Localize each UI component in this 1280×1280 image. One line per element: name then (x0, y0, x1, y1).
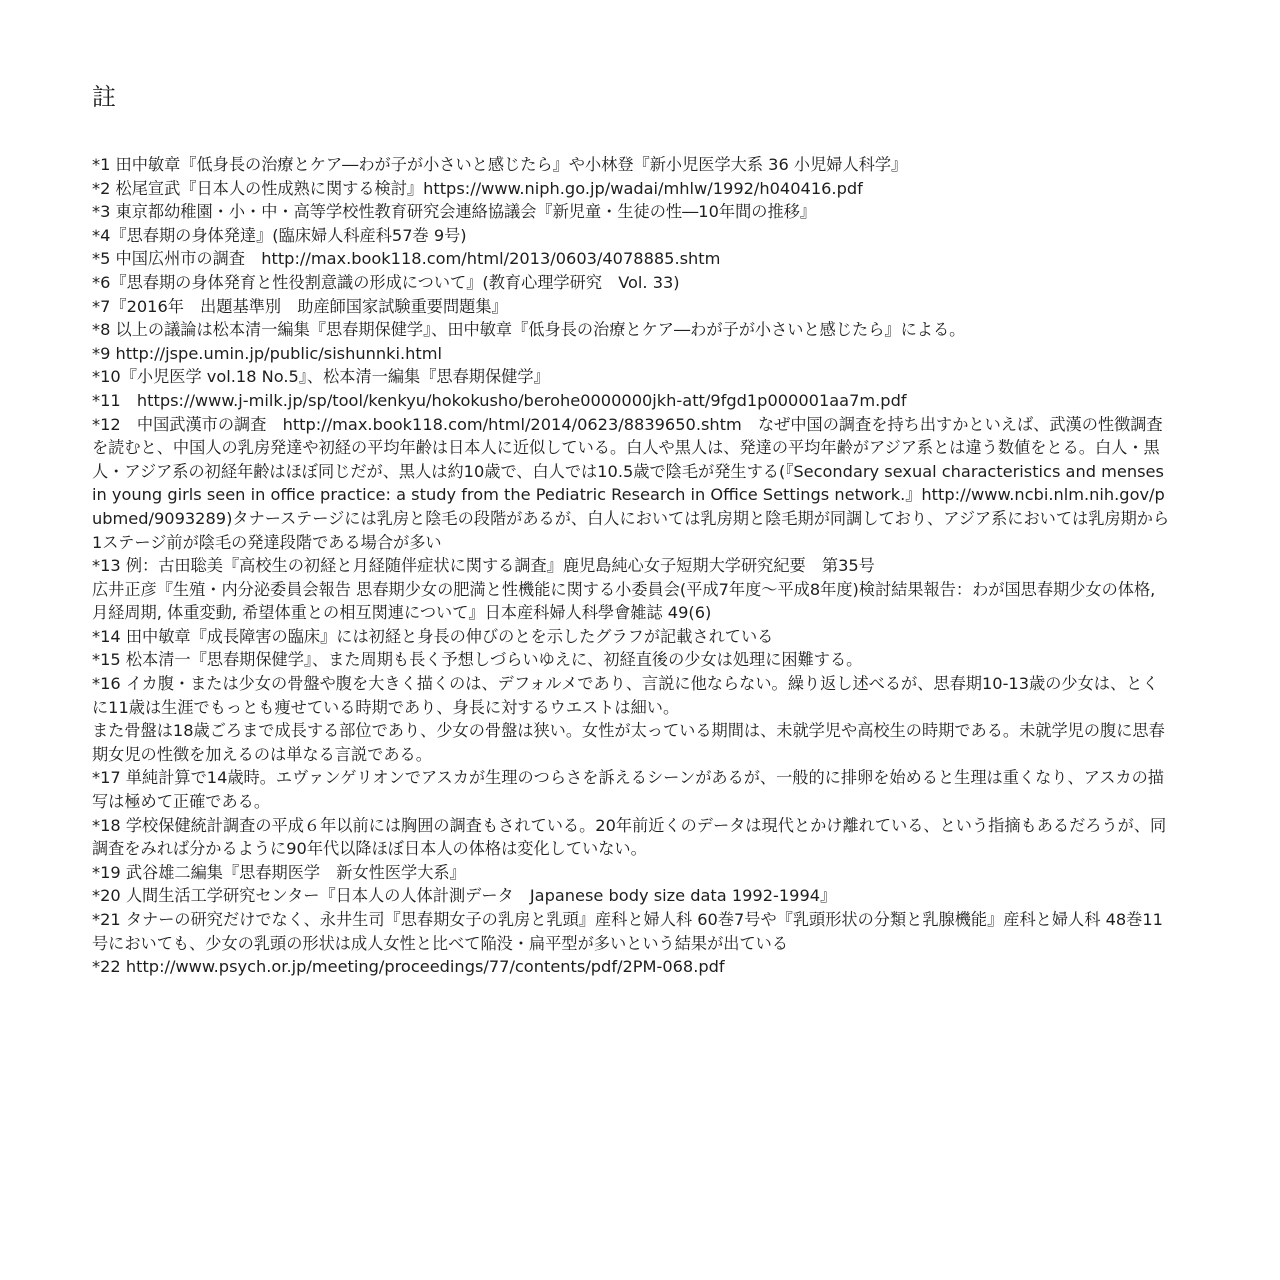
note-14: *14 田中敏章『成長障害の臨床』には初経と身長の伸びのとを示したグラフが記載されている (92, 626, 774, 646)
note-1: *1 田中敏章『低身長の治療とケア―わが子が小さいと感じたら』や小林登『新小児医学大系 36 小児婦人科学』 (92, 155, 908, 174)
note-9: *9 http://jspe.umin.jp/public/sishunnki.html (92, 343, 443, 363)
note-13: *13 例：古田聡美『高校生の初経と月経随伴症状に関する調査』鹿児島純心女子短期大学研究紀要 第35号 (92, 556, 875, 576)
note-11: *11 https://www.j-milk.jp/sp/tool/kenkyu/hokokusho/berohe0000000jkh-att/9fgd1p000001aa7m.pdf (92, 390, 907, 410)
note-8: *8 以上の議論は松本清一編集『思春期保健学』、田中敏章『低身長の治療とケア―わが子が小さいと感じたら』による。 (92, 320, 966, 340)
note-10: *10『小児医学 vol.18 No.5』、松本清一編集『思春期保健学』 (92, 367, 550, 387)
note-7: *7『2016年 出題基準別 助産師国家試験重要問題集』 (92, 296, 508, 316)
note-20: *20 人間生活工学研究センター『日本人の人体計測データ Japanese body size data 1992-1994』 (92, 886, 837, 906)
page-title: 註 (92, 83, 117, 111)
note-15: *15 松本清一『思春期保健学』、また周期も長く予想しづらいゆえに、初経直後の少女は処理に困難する。 (92, 650, 863, 670)
note-18: *18 学校保健統計調査の平成６年以前には胸囲の調査もされている。20年前近くのデータは現代とかけ離れている、という指摘もあるだろうが、同調査をみれば分かるように90年代以降ほぼ日本人の体格は変化していない。 (92, 815, 1167, 859)
note-22: *22 http://www.psych.or.jp/meeting/proceedings/77/contents/pdf/2PM-068.pdf (92, 957, 725, 977)
note-6: *6『思春期の身体発育と性役割意識の形成について』(教育心理学研究 Vol. 33) (92, 272, 680, 292)
note-21: *21 タナーの研究だけでなく、永井生司『思春期女子の乳房と乳頭』産科と婦人科 60巻7号や『乳頭形状の分類と乳腺機能』産科と婦人科 48巻11号においても、少女の乳頭の形状は成人女性と比べて陥没・扁平型が多いという結果が出ている (92, 910, 1163, 953)
note-17: *17 単純計算で14歳時。エヴァンゲリオンでアスカが生理のつらさを訴えるシーンがあるが、一般的に排卵を始めると生理は重くなり、アスカの描写は極めて正確である。 (92, 768, 1164, 812)
note-16-continued: また骨盤は18歳ごろまで成長する部位であり、少女の骨盤は狭い。女性が太っている期間は、未就学児や高校生の時期である。未就学児の腹に思春期女児の性徴を加えるのは単なる言説である。 (92, 721, 1165, 764)
notes-list (92, 153, 1170, 979)
note-2: *2 松尾宣武『日本人の性成熟に関する検討』https://www.niph.go.jp/wadai/mhlw/1992/h040416.pdf (92, 178, 863, 198)
note-3: *3 東京都幼稚園・小・中・高等学校性教育研究会連絡協議会『新児童・生徒の性―10年間の推移』 (92, 202, 817, 222)
note-4: *4『思春期の身体発達』(臨床婦人科産科57巻 9号) (92, 225, 467, 245)
note-13-continued: 広井正彦『生殖・内分泌委員会報告 思春期少女の肥満と性機能に関する小委員会(平成7年度〜平成8年度)検討結果報告：わが国思春期少女の体格, 月経周期, 体重変動, 希望体重との相互関連について』日本産科婦人科學會雑誌 49(6) (92, 579, 1156, 623)
note-16: *16 イカ腹・または少女の骨盤や腹を大きく描くのは、デフォルメであり、言説に他ならない。繰り返し述べるが、思春期10-13歳の少女は、とくに11歳は生涯でもっとも痩せている時期であり、身長に対するウエストは細い。 (92, 674, 1159, 717)
note-12: *12 中国武漢市の調査 http://max.book118.com/html/2014/0623/8839650.shtm なぜ中国の調査を持ち出すかといえば、武漢の性徴調査を読むと、中国人の乳房発達や初経の平均年齢は日本人に近似している。白人や黒人は、発達の平均年齢がアジア系とは違う数値をとる。白人・黒人・アジア系の初経年齢はほぼ同じだが、黒人は約10歳で、白人では10.5歳で陰毛が発生する(『Secondary sexual characteristics and menses in young girls seen in office practice: a study from the Pediatric Research in Office Settings network.』http://www.ncbi.nlm.nih.gov/pubmed/9093289)タナーステージには乳房と陰毛の段階があるが、白人においては乳房期と陰毛期が同調しており、アジア系においては乳房期から1ステージ前が陰毛の発達段階である場合が多い (92, 414, 1170, 552)
note-5: *5 中国広州市の調査 http://max.book118.com/html/2013/0603/4078885.shtm (92, 249, 721, 269)
note-19: *19 武谷雄二編集『思春期医学 新女性医学大系』 (92, 862, 466, 882)
